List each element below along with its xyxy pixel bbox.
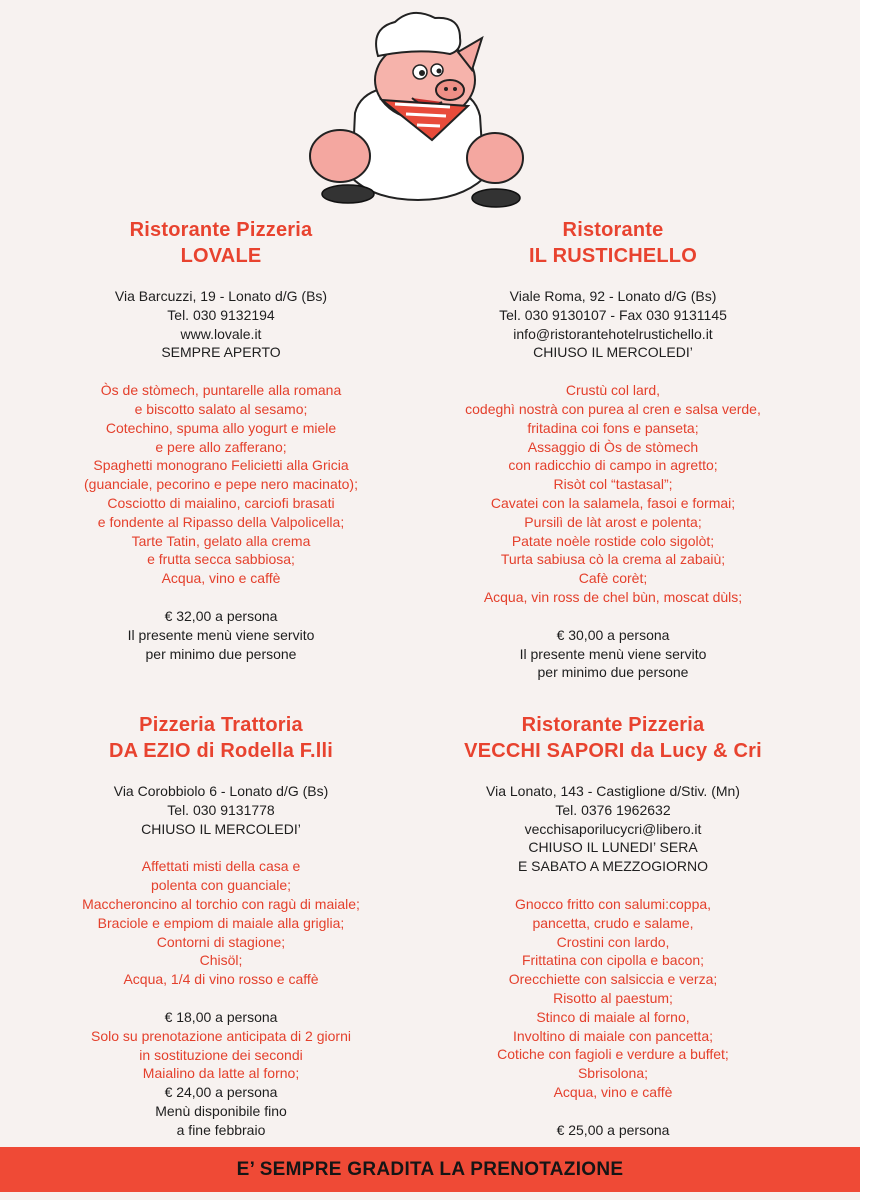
- menu-line: Assaggio di Òs de stòmech: [527, 438, 699, 455]
- menu-line: Patate noèle rostide colo sigolòt;: [511, 532, 715, 549]
- price-note: Il presente menù viene servito: [519, 645, 707, 662]
- price-note: per minimo due persone: [145, 645, 297, 662]
- menu-line: Maccheroncino al torchio con ragù di maiale;: [82, 895, 360, 912]
- menu-line: Cotiche con fagioli e verdure a buffet;: [497, 1046, 729, 1063]
- menu-line: Frittatina con cipolla e bacon;: [521, 952, 705, 969]
- menu-line: Turta sabiusa cò la crema al zabaiù;: [500, 551, 726, 568]
- opening-hours: CHIUSO IL MERCOLEDI’: [141, 820, 301, 837]
- menu-line: Crustù col lard,: [565, 382, 661, 399]
- price-note: per minimo due persone: [537, 664, 689, 681]
- phone: Tel. 030 9130107 - Fax 030 9131145: [499, 306, 727, 323]
- price-note: Menù disponibile fino: [155, 1102, 287, 1119]
- phone: Tel. 030 9132194: [167, 306, 275, 323]
- menu-line: (guanciale, pecorino e pepe nero macinato);: [84, 476, 358, 493]
- menu-line: Pursilì de làt arost e polenta;: [524, 513, 702, 530]
- menu-line: Involtino di maiale con pancetta;: [512, 1027, 713, 1044]
- menu-line: e frutta secca sabbiosa;: [147, 551, 295, 568]
- menu-line: Acqua, vin ross de chel bùn, moscat dùls;: [483, 588, 743, 605]
- page-right-edge: [860, 0, 872, 1200]
- website: www.lovale.it: [180, 325, 262, 342]
- restaurant-name: IL RUSTICHELLO: [529, 245, 697, 267]
- restaurant-vecchi-sapori: [408, 712, 818, 1140]
- menu-line: e fondente al Ripasso della Valpolicella;: [97, 513, 345, 530]
- menu-line: e biscotto salato al sesamo;: [134, 400, 308, 417]
- menu-line: Acqua, vino e caffè: [161, 570, 281, 587]
- menu-line: con radicchio di campo in agretto;: [508, 457, 718, 474]
- restaurant-name: Ristorante Pizzeria: [521, 714, 705, 736]
- menu-line: Chisöl;: [199, 952, 243, 969]
- menu-line: Affettati misti della casa e: [141, 858, 301, 875]
- restaurant-name: DA EZIO di Rodella F.lli: [108, 740, 334, 762]
- menu-line: e pere allo zafferano;: [155, 438, 287, 455]
- menu-line: Risotto al paestum;: [553, 989, 673, 1006]
- opening-hours: CHIUSO IL LUNEDI’ SERA: [528, 839, 698, 856]
- menu-line: Braciole e empiom di maiale alla griglia;: [97, 914, 345, 931]
- menu-line: Acqua, 1/4 di vino rosso e caffè: [123, 971, 319, 988]
- address: Via Lonato, 143 - Castiglione d/Stiv. (Mn): [486, 783, 740, 799]
- price-note: in sostituzione dei secondi: [139, 1046, 303, 1063]
- restaurant-lovale: [20, 217, 422, 663]
- menu-line: Orecchiette con salsiccia e verza;: [508, 971, 718, 988]
- menu-line: Cosciotto di maialino, carciofi brasati: [107, 494, 335, 511]
- email: info@ristorantehotelrustichello.it: [513, 325, 713, 342]
- menu-line: Contorni di stagione;: [156, 933, 286, 950]
- menu-line: Cavatei con la salamela, fasoi e formai;: [490, 494, 736, 511]
- price-note: € 25,00 a persona: [556, 1121, 670, 1138]
- menu-line: Risòt col “tastasal”;: [553, 476, 673, 493]
- menu-line: Spaghetti monograno Felicietti alla Gricia: [93, 457, 349, 474]
- menu-line: Tarte Tatin, gelato alla crema: [131, 532, 311, 549]
- menu-line: Gnocco fritto con salumi:coppa,: [514, 895, 712, 912]
- menu-line: Stinco di maiale al forno,: [536, 1008, 690, 1025]
- menu-line: codeghì nostrà con purea al cren e salsa verde,: [465, 400, 761, 417]
- reservation-banner: E’ SEMPRE GRADITA LA PRENOTAZIONE: [0, 1147, 860, 1192]
- opening-hours: E SABATO A MEZZOGIORNO: [517, 858, 709, 875]
- menu-line: polenta con guanciale;: [150, 877, 292, 894]
- address: Via Barcuzzi, 19 - Lonato d/G (Bs): [114, 288, 328, 304]
- price-note: € 30,00 a persona: [556, 626, 670, 643]
- opening-hours: CHIUSO IL MERCOLEDI’: [533, 344, 693, 361]
- pig-chef-mascot-icon: [300, 8, 530, 218]
- phone: Tel. 0376 1962632: [555, 801, 671, 818]
- price-note: a fine febbraio: [176, 1121, 266, 1138]
- menu-line: Òs de stòmech, puntarelle alla romana: [100, 382, 342, 399]
- restaurant-name: Pizzeria Trattoria: [139, 714, 303, 736]
- price-note: € 32,00 a persona: [164, 607, 278, 624]
- phone: Tel. 030 9131778: [167, 801, 275, 818]
- menu-line: Cafè corèt;: [578, 570, 648, 587]
- restaurant-il-rustichello: [408, 217, 818, 682]
- menu-line: fritadina coi fons e panseta;: [527, 419, 699, 436]
- menu-line: pancetta, crudo e salame,: [532, 914, 694, 931]
- restaurant-name: VECCHI SAPORI da Lucy & Cri: [464, 740, 762, 762]
- opening-hours: SEMPRE APERTO: [161, 344, 281, 361]
- email: vecchisaporilucycri@libero.it: [524, 820, 702, 837]
- address: Viale Roma, 92 - Lonato d/G (Bs): [509, 288, 717, 304]
- price-note: € 18,00 a persona: [164, 1008, 278, 1025]
- restaurant-name: LOVALE: [180, 245, 262, 267]
- restaurant-name: Ristorante: [562, 219, 664, 241]
- menu-line: Sbrisolona;: [577, 1065, 649, 1082]
- address: Via Corobbiolo 6 - Lonato d/G (Bs): [113, 783, 329, 799]
- menu-line: Crostini con lardo,: [556, 933, 670, 950]
- menu-line: Acqua, vino e caffè: [553, 1083, 673, 1100]
- price-note: Solo su prenotazione anticipata di 2 giorni: [91, 1027, 351, 1044]
- restaurant-da-ezio: [20, 712, 422, 1140]
- menu-line: Cotechino, spuma allo yogurt e miele: [105, 419, 337, 436]
- price-note: € 24,00 a persona: [164, 1084, 278, 1101]
- price-note: Maialino da latte al forno;: [142, 1065, 300, 1082]
- restaurant-name: Ristorante Pizzeria: [129, 219, 313, 241]
- price-note: Il presente menù viene servito: [127, 626, 315, 643]
